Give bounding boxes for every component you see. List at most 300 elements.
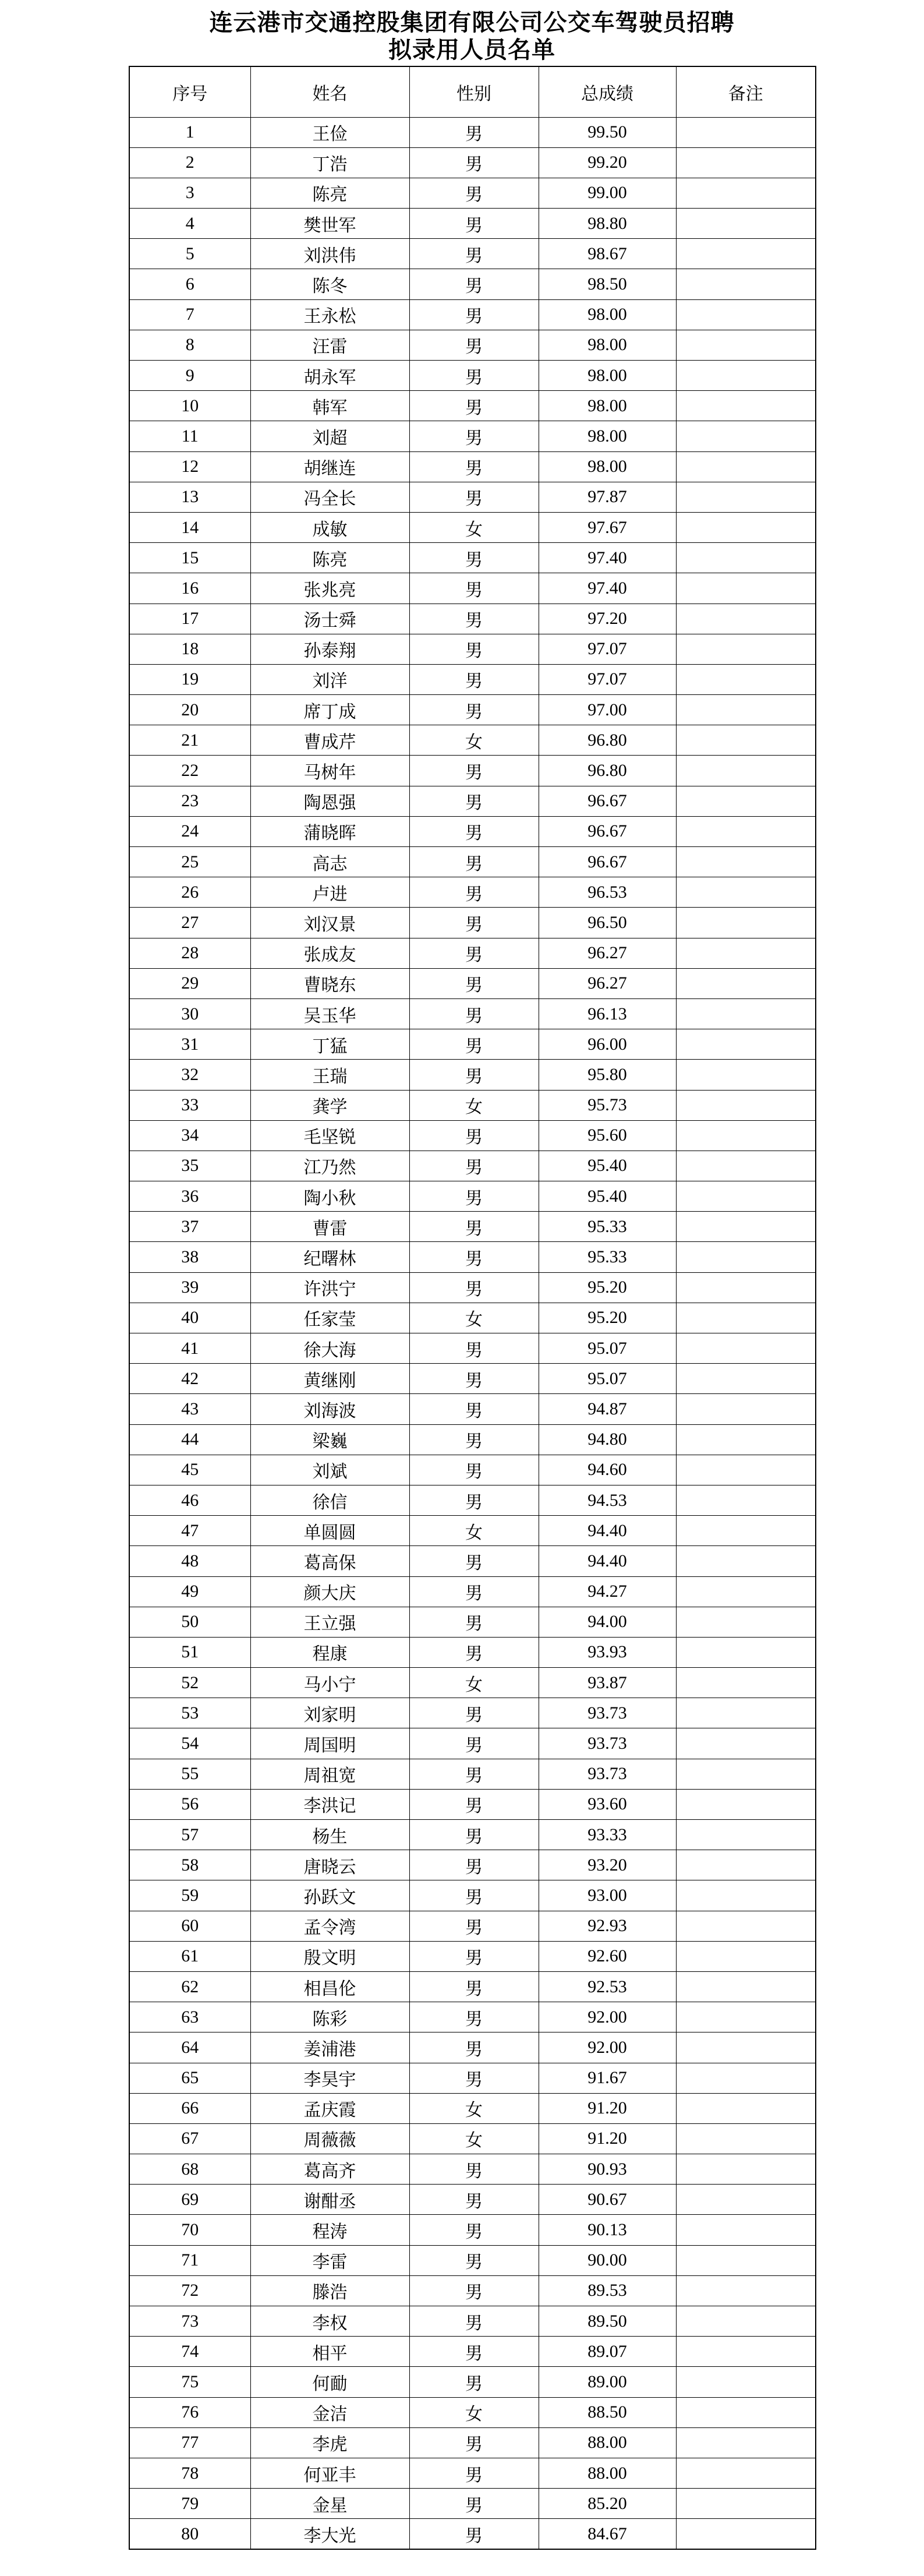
cell-index: 68 [129, 2154, 250, 2185]
roster-table-body [129, 117, 816, 2549]
table-row [129, 1424, 816, 1455]
table-row [129, 1029, 816, 1060]
cell-index: 50 [129, 1607, 250, 1637]
cell-name: 纪曙林 [250, 1242, 409, 1272]
cell-name: 殷文明 [250, 1941, 409, 1971]
cell-index: 7 [129, 299, 250, 330]
cell-gender: 男 [409, 1911, 539, 1941]
cell-score: 97.67 [539, 512, 676, 542]
cell-name: 丁猛 [250, 1029, 409, 1060]
cell-index: 65 [129, 2063, 250, 2093]
cell-gender: 女 [409, 2397, 539, 2427]
cell-name: 唐晓云 [250, 1850, 409, 1880]
table-row [129, 1850, 816, 1880]
cell-score: 97.07 [539, 634, 676, 664]
cell-score: 95.40 [539, 1181, 676, 1212]
cell-name: 陈亮 [250, 178, 409, 208]
cell-name: 徐信 [250, 1485, 409, 1515]
cell-name: 张成友 [250, 938, 409, 968]
cell-remark [676, 2215, 816, 2245]
cell-gender: 男 [409, 1546, 539, 1576]
cell-index: 40 [129, 1303, 250, 1333]
cell-score: 95.60 [539, 1120, 676, 1151]
cell-index: 30 [129, 998, 250, 1029]
cell-gender: 男 [409, 1728, 539, 1759]
cell-gender: 男 [409, 756, 539, 786]
cell-remark [676, 1424, 816, 1455]
cell-gender: 男 [409, 938, 539, 968]
table-row [129, 239, 816, 269]
cell-index: 57 [129, 1820, 250, 1850]
table-row [129, 2185, 816, 2215]
table-row [129, 2397, 816, 2427]
cell-index: 19 [129, 664, 250, 694]
cell-score: 85.20 [539, 2489, 676, 2519]
cell-score: 89.53 [539, 2275, 676, 2306]
cell-gender: 男 [409, 1941, 539, 1971]
cell-remark [676, 1880, 816, 1911]
cell-remark [676, 2032, 816, 2063]
cell-remark [676, 1090, 816, 1120]
cell-score: 90.00 [539, 2245, 676, 2275]
cell-score: 94.87 [539, 1394, 676, 1424]
table-row [129, 2123, 816, 2154]
cell-gender: 男 [409, 1880, 539, 1911]
cell-remark [676, 1850, 816, 1880]
cell-name: 李雷 [250, 2245, 409, 2275]
table-row [129, 1759, 816, 1789]
table-row [129, 2154, 816, 2185]
cell-gender: 男 [409, 1212, 539, 1242]
cell-score: 98.00 [539, 299, 676, 330]
cell-index: 15 [129, 543, 250, 573]
table-row [129, 1728, 816, 1759]
cell-remark [676, 1820, 816, 1850]
cell-index: 9 [129, 361, 250, 391]
cell-score: 96.27 [539, 938, 676, 968]
cell-remark [676, 1759, 816, 1789]
cell-index: 69 [129, 2185, 250, 2215]
table-row [129, 1941, 816, 1971]
cell-gender: 男 [409, 1971, 539, 2002]
table-row [129, 2519, 816, 2549]
table-row [129, 1303, 816, 1333]
table-row [129, 1668, 816, 1698]
table-row [129, 421, 816, 451]
cell-name: 胡永军 [250, 361, 409, 391]
cell-gender: 男 [409, 1181, 539, 1212]
cell-score: 96.13 [539, 998, 676, 1029]
cell-gender: 女 [409, 1516, 539, 1546]
table-row [129, 604, 816, 634]
cell-score: 98.00 [539, 391, 676, 421]
cell-name: 蒲晓晖 [250, 816, 409, 846]
cell-score: 90.67 [539, 2185, 676, 2215]
cell-name: 陈彩 [250, 2002, 409, 2032]
cell-name: 胡继连 [250, 451, 409, 482]
cell-name: 何亚丰 [250, 2458, 409, 2488]
cell-score: 93.00 [539, 1880, 676, 1911]
cell-score: 94.27 [539, 1576, 676, 1607]
table-row [129, 695, 816, 725]
table-row [129, 756, 816, 786]
cell-remark [676, 573, 816, 604]
cell-name: 陶小秋 [250, 1181, 409, 1212]
table-row [129, 1880, 816, 1911]
cell-remark [676, 1181, 816, 1212]
cell-gender: 男 [409, 299, 539, 330]
cell-score: 98.00 [539, 361, 676, 391]
cell-remark [676, 269, 816, 299]
cell-gender: 男 [409, 604, 539, 634]
cell-name: 黄继刚 [250, 1364, 409, 1394]
cell-gender: 男 [409, 2032, 539, 2063]
cell-score: 93.73 [539, 1728, 676, 1759]
cell-remark [676, 877, 816, 908]
cell-score: 93.73 [539, 1759, 676, 1789]
cell-remark [676, 664, 816, 694]
cell-score: 90.93 [539, 2154, 676, 2185]
cell-gender: 男 [409, 1120, 539, 1151]
cell-score: 97.40 [539, 543, 676, 573]
cell-score: 88.00 [539, 2427, 676, 2458]
cell-index: 75 [129, 2367, 250, 2397]
cell-name: 谢酣丞 [250, 2185, 409, 2215]
cell-remark [676, 299, 816, 330]
cell-name: 曹雷 [250, 1212, 409, 1242]
cell-name: 金星 [250, 2489, 409, 2519]
cell-score: 93.87 [539, 1668, 676, 1698]
cell-name: 卢进 [250, 877, 409, 908]
cell-index: 55 [129, 1759, 250, 1789]
table-row [129, 998, 816, 1029]
cell-score: 89.07 [539, 2337, 676, 2367]
cell-score: 96.67 [539, 786, 676, 816]
cell-index: 6 [129, 269, 250, 299]
cell-index: 25 [129, 847, 250, 877]
cell-gender: 男 [409, 786, 539, 816]
table-row [129, 117, 816, 147]
cell-gender: 男 [409, 117, 539, 147]
cell-remark [676, 1607, 816, 1637]
cell-index: 72 [129, 2275, 250, 2306]
cell-score: 97.87 [539, 482, 676, 512]
table-row [129, 451, 816, 482]
cell-index: 14 [129, 512, 250, 542]
cell-index: 63 [129, 2002, 250, 2032]
cell-remark [676, 2123, 816, 2154]
table-row [129, 512, 816, 542]
cell-index: 4 [129, 209, 250, 239]
cell-remark [676, 1272, 816, 1303]
cell-gender: 男 [409, 1424, 539, 1455]
cell-gender: 男 [409, 2489, 539, 2519]
cell-score: 89.00 [539, 2367, 676, 2397]
cell-score: 99.00 [539, 178, 676, 208]
cell-score: 98.00 [539, 421, 676, 451]
cell-score: 96.67 [539, 847, 676, 877]
cell-index: 44 [129, 1424, 250, 1455]
table-row [129, 634, 816, 664]
cell-name: 周祖宽 [250, 1759, 409, 1789]
cell-remark [676, 1516, 816, 1546]
table-row [129, 573, 816, 604]
cell-index: 54 [129, 1728, 250, 1759]
cell-score: 84.67 [539, 2519, 676, 2549]
cell-score: 99.50 [539, 117, 676, 147]
cell-remark [676, 1029, 816, 1060]
cell-gender: 男 [409, 2337, 539, 2367]
cell-name: 刘斌 [250, 1455, 409, 1485]
cell-index: 36 [129, 1181, 250, 1212]
cell-remark [676, 847, 816, 877]
cell-remark [676, 147, 816, 178]
cell-index: 18 [129, 634, 250, 664]
cell-index: 32 [129, 1060, 250, 1090]
table-row [129, 2427, 816, 2458]
cell-name: 颜大庆 [250, 1576, 409, 1607]
cell-remark [676, 908, 816, 938]
cell-remark [676, 2397, 816, 2427]
cell-name: 李虎 [250, 2427, 409, 2458]
table-row [129, 2367, 816, 2397]
cell-score: 97.00 [539, 695, 676, 725]
cell-score: 96.50 [539, 908, 676, 938]
cell-score: 95.40 [539, 1151, 676, 1181]
cell-remark [676, 998, 816, 1029]
table-row [129, 482, 816, 512]
cell-index: 26 [129, 877, 250, 908]
table-row [129, 1971, 816, 2002]
cell-remark [676, 1728, 816, 1759]
cell-name: 单圆圆 [250, 1516, 409, 1546]
table-row [129, 209, 816, 239]
cell-index: 45 [129, 1455, 250, 1485]
cell-name: 葛高齐 [250, 2154, 409, 2185]
cell-remark [676, 512, 816, 542]
cell-remark [676, 239, 816, 269]
roster-table [129, 66, 816, 2550]
table-header-row [129, 66, 816, 117]
cell-index: 28 [129, 938, 250, 968]
cell-name: 陶恩强 [250, 786, 409, 816]
cell-index: 33 [129, 1090, 250, 1120]
cell-index: 78 [129, 2458, 250, 2488]
cell-index: 56 [129, 1789, 250, 1819]
cell-remark [676, 725, 816, 756]
cell-remark [676, 2185, 816, 2215]
table-row [129, 786, 816, 816]
table-row [129, 2306, 816, 2337]
table-row [129, 2489, 816, 2519]
table-row [129, 2063, 816, 2093]
cell-score: 96.00 [539, 1029, 676, 1060]
cell-name: 汪雷 [250, 330, 409, 360]
cell-remark [676, 756, 816, 786]
cell-score: 94.60 [539, 1455, 676, 1485]
cell-gender: 女 [409, 1668, 539, 1698]
column-header-score: 总成绩 [539, 66, 676, 117]
cell-gender: 男 [409, 634, 539, 664]
cell-gender: 男 [409, 178, 539, 208]
cell-gender: 男 [409, 1637, 539, 1667]
cell-index: 38 [129, 1242, 250, 1272]
cell-index: 12 [129, 451, 250, 482]
cell-remark [676, 361, 816, 391]
cell-gender: 男 [409, 2185, 539, 2215]
cell-name: 王瑞 [250, 1060, 409, 1090]
cell-name: 冯全长 [250, 482, 409, 512]
table-row [129, 1485, 816, 1515]
cell-index: 79 [129, 2489, 250, 2519]
cell-remark [676, 330, 816, 360]
cell-name: 汤士舜 [250, 604, 409, 634]
cell-gender: 男 [409, 968, 539, 998]
cell-name: 马小宁 [250, 1668, 409, 1698]
table-row [129, 908, 816, 938]
cell-remark [676, 2063, 816, 2093]
cell-remark [676, 1698, 816, 1728]
table-row [129, 847, 816, 877]
cell-name: 滕浩 [250, 2275, 409, 2306]
cell-score: 92.60 [539, 1941, 676, 1971]
cell-score: 94.40 [539, 1516, 676, 1546]
cell-gender: 男 [409, 847, 539, 877]
cell-gender: 男 [409, 2275, 539, 2306]
cell-index: 74 [129, 2337, 250, 2367]
cell-score: 97.40 [539, 573, 676, 604]
cell-gender: 男 [409, 1272, 539, 1303]
cell-score: 98.67 [539, 239, 676, 269]
cell-remark [676, 2427, 816, 2458]
cell-name: 丁浩 [250, 147, 409, 178]
cell-index: 34 [129, 1120, 250, 1151]
cell-name: 韩军 [250, 391, 409, 421]
cell-remark [676, 1212, 816, 1242]
cell-gender: 男 [409, 1060, 539, 1090]
cell-name: 刘海波 [250, 1394, 409, 1424]
table-row [129, 2215, 816, 2245]
cell-name: 曹晓东 [250, 968, 409, 998]
cell-score: 98.50 [539, 269, 676, 299]
cell-index: 27 [129, 908, 250, 938]
cell-remark [676, 695, 816, 725]
table-row [129, 299, 816, 330]
cell-gender: 男 [409, 664, 539, 694]
cell-remark [676, 1364, 816, 1394]
cell-name: 吴玉华 [250, 998, 409, 1029]
cell-gender: 女 [409, 1303, 539, 1333]
cell-gender: 男 [409, 1759, 539, 1789]
cell-index: 66 [129, 2093, 250, 2123]
table-row [129, 2002, 816, 2032]
cell-index: 52 [129, 1668, 250, 1698]
cell-gender: 男 [409, 2367, 539, 2397]
cell-index: 53 [129, 1698, 250, 1728]
cell-index: 58 [129, 1850, 250, 1880]
cell-gender: 男 [409, 2519, 539, 2549]
cell-score: 96.80 [539, 725, 676, 756]
cell-remark [676, 1120, 816, 1151]
cell-index: 49 [129, 1576, 250, 1607]
cell-gender: 男 [409, 1485, 539, 1515]
cell-remark [676, 1060, 816, 1090]
cell-name: 相平 [250, 2337, 409, 2367]
cell-name: 梁巍 [250, 1424, 409, 1455]
cell-index: 31 [129, 1029, 250, 1060]
cell-name: 李权 [250, 2306, 409, 2337]
cell-name: 曹成芹 [250, 725, 409, 756]
cell-remark [676, 178, 816, 208]
cell-gender: 男 [409, 2245, 539, 2275]
cell-index: 29 [129, 968, 250, 998]
cell-index: 43 [129, 1394, 250, 1424]
cell-index: 11 [129, 421, 250, 451]
cell-index: 46 [129, 1485, 250, 1515]
cell-score: 92.93 [539, 1911, 676, 1941]
table-row [129, 1181, 816, 1212]
cell-gender: 男 [409, 330, 539, 360]
cell-remark [676, 2337, 816, 2367]
cell-name: 孟令湾 [250, 1911, 409, 1941]
cell-name: 刘汉景 [250, 908, 409, 938]
cell-remark [676, 421, 816, 451]
table-row [129, 178, 816, 208]
cell-score: 89.50 [539, 2306, 676, 2337]
cell-gender: 男 [409, 1455, 539, 1485]
table-row [129, 2032, 816, 2063]
cell-index: 73 [129, 2306, 250, 2337]
cell-score: 93.93 [539, 1637, 676, 1667]
cell-remark [676, 2519, 816, 2549]
cell-remark [676, 1394, 816, 1424]
cell-index: 2 [129, 147, 250, 178]
cell-name: 李大光 [250, 2519, 409, 2549]
cell-index: 60 [129, 1911, 250, 1941]
cell-remark [676, 1637, 816, 1667]
cell-score: 96.53 [539, 877, 676, 908]
cell-index: 47 [129, 1516, 250, 1546]
cell-gender: 男 [409, 1029, 539, 1060]
cell-name: 江乃然 [250, 1151, 409, 1181]
cell-score: 88.50 [539, 2397, 676, 2427]
cell-name: 姜浦港 [250, 2032, 409, 2063]
cell-name: 成敏 [250, 512, 409, 542]
table-row [129, 968, 816, 998]
cell-score: 98.80 [539, 209, 676, 239]
table-row [129, 330, 816, 360]
table-row [129, 1576, 816, 1607]
cell-index: 80 [129, 2519, 250, 2549]
column-header-index: 序号 [129, 66, 250, 117]
cell-name: 王俭 [250, 117, 409, 147]
table-row [129, 1516, 816, 1546]
cell-gender: 男 [409, 1698, 539, 1728]
cell-gender: 男 [409, 391, 539, 421]
column-header-gender: 性别 [409, 66, 539, 117]
table-row [129, 1212, 816, 1242]
cell-name: 张兆亮 [250, 573, 409, 604]
table-row [129, 147, 816, 178]
column-header-name: 姓名 [250, 66, 409, 117]
cell-remark [676, 1455, 816, 1485]
cell-index: 59 [129, 1880, 250, 1911]
document-sheet [129, 0, 815, 2550]
cell-score: 90.13 [539, 2215, 676, 2245]
cell-remark [676, 2002, 816, 2032]
cell-index: 5 [129, 239, 250, 269]
cell-gender: 男 [409, 451, 539, 482]
